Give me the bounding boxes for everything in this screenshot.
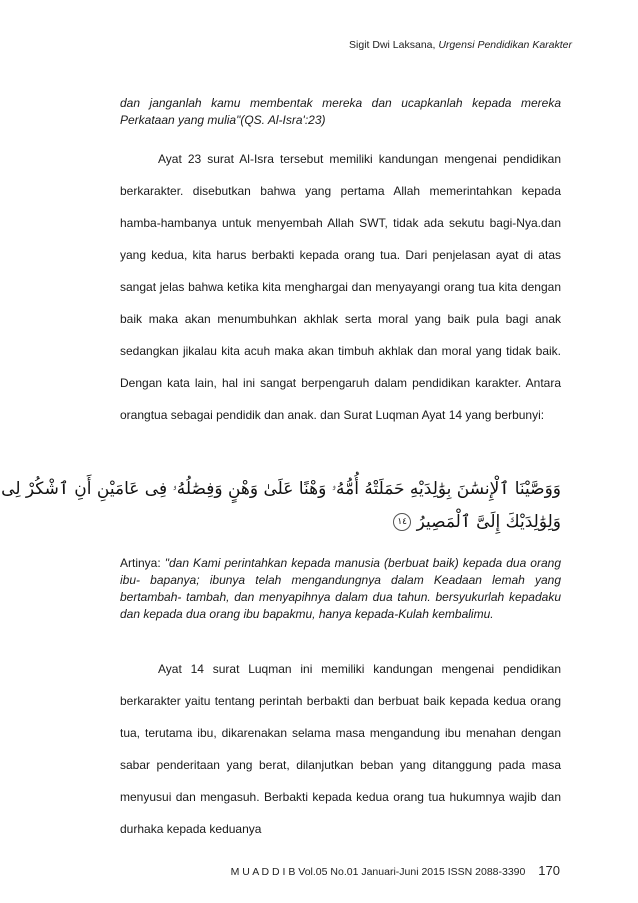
translation-text: "dan Kami perintahkan kepada manusia (berbuat baik) kepada dua orang ibu- bapanya; ibunya telah mengandungnya dalam Keadaan lemah yang bertambah- tambah, dan menyapihnya dalam dua tahun. bersyukurlah kepadaku dan kepada dua orang ibu bapakmu, hanya kepada-Kulah kembalimu. (120, 556, 561, 621)
paragraph-1-text: Ayat 23 surat Al-Isra tersebut memiliki kandungan mengenai pendidikan berkarakter. disebutkan bahwa yang pertama Allah memerintahkan kepada hamba-hambanya untuk menyembah Allah SWT, tidak ada sekutu bagi-Nya.dan yang kedua, kita harus berbakti kepada orang tua. Dari penjelasan ayat di atas sangat jelas bahwa ketika kita menghargai dan menyayangi orang tua kita dengan baik maka akan menumbuhkan akhlak serta moral yang baik pula bagi anak sedangkan jikalau kita acuh maka akan timbuh akhlak dan moral yang tidak baik. Dengan kata lain, hal ini sangat berpengaruh dalam pendidikan karakter. Antara orangtua sebagai pendidik dan anak. dan Surat Luqman Ayat 14 yang berbunyi: (120, 152, 561, 422)
paragraph-1 (120, 143, 561, 431)
quote-translation-top: dan janganlah kamu membentak mereka dan ucapkanlah kepada mereka Perkataan yang mulia"(QS. Al-Isra':23) (120, 96, 561, 127)
header-author: Sigit Dwi Laksana, (349, 39, 436, 51)
paragraph-2 (120, 653, 561, 845)
arabic-verse-line-2-text: وَلِوَٰلِدَيْكَ إِلَىَّ ٱلْمَصِيرُ (416, 512, 561, 532)
translation-label: Artinya: (120, 556, 161, 570)
footer-journal: M U A D D I B Vol.05 No.01 Januari-Juni 2015 ISSN 2088-3390 (230, 866, 526, 878)
verse-number-marker: ١٤ (393, 513, 411, 531)
translation-block (120, 555, 561, 623)
arabic-verse-line-1: وَوَصَّيْنَا ٱلْإِنسَٰنَ بِوَٰلِدَيْهِ حَمَلَتْهُ أُمُّهُۥ وَهْنًا عَلَىٰ وَهْنٍ وَفِصَٰلُهُۥ فِى عَامَيْنِ أَنِ ٱشْكُرْ لِى (1, 479, 561, 499)
arabic-verse (1, 478, 561, 538)
running-footer (231, 863, 560, 878)
arabic-verse-line-2 (389, 511, 561, 532)
page-number: 170 (538, 863, 560, 878)
header-title: Urgensi Pendidikan Karakter (438, 39, 572, 51)
paragraph-2-text: Ayat 14 surat Luqman ini memiliki kandungan mengenai pendidikan berkarakter yaitu tentang perintah berbakti dan berbuat baik kepada kedua orang tua, terutama ibu, dikarenakan selama masa mengandung ibu menahan dengan sabar penderitaan yang berat, dilanjutkan beban yang ditanggung pada masa menyusui dan mengasuh. Berbakti kepada kedua orang tua hukumnya wajib dan durhaka kepada keduanya (120, 662, 561, 836)
running-header (349, 39, 572, 51)
